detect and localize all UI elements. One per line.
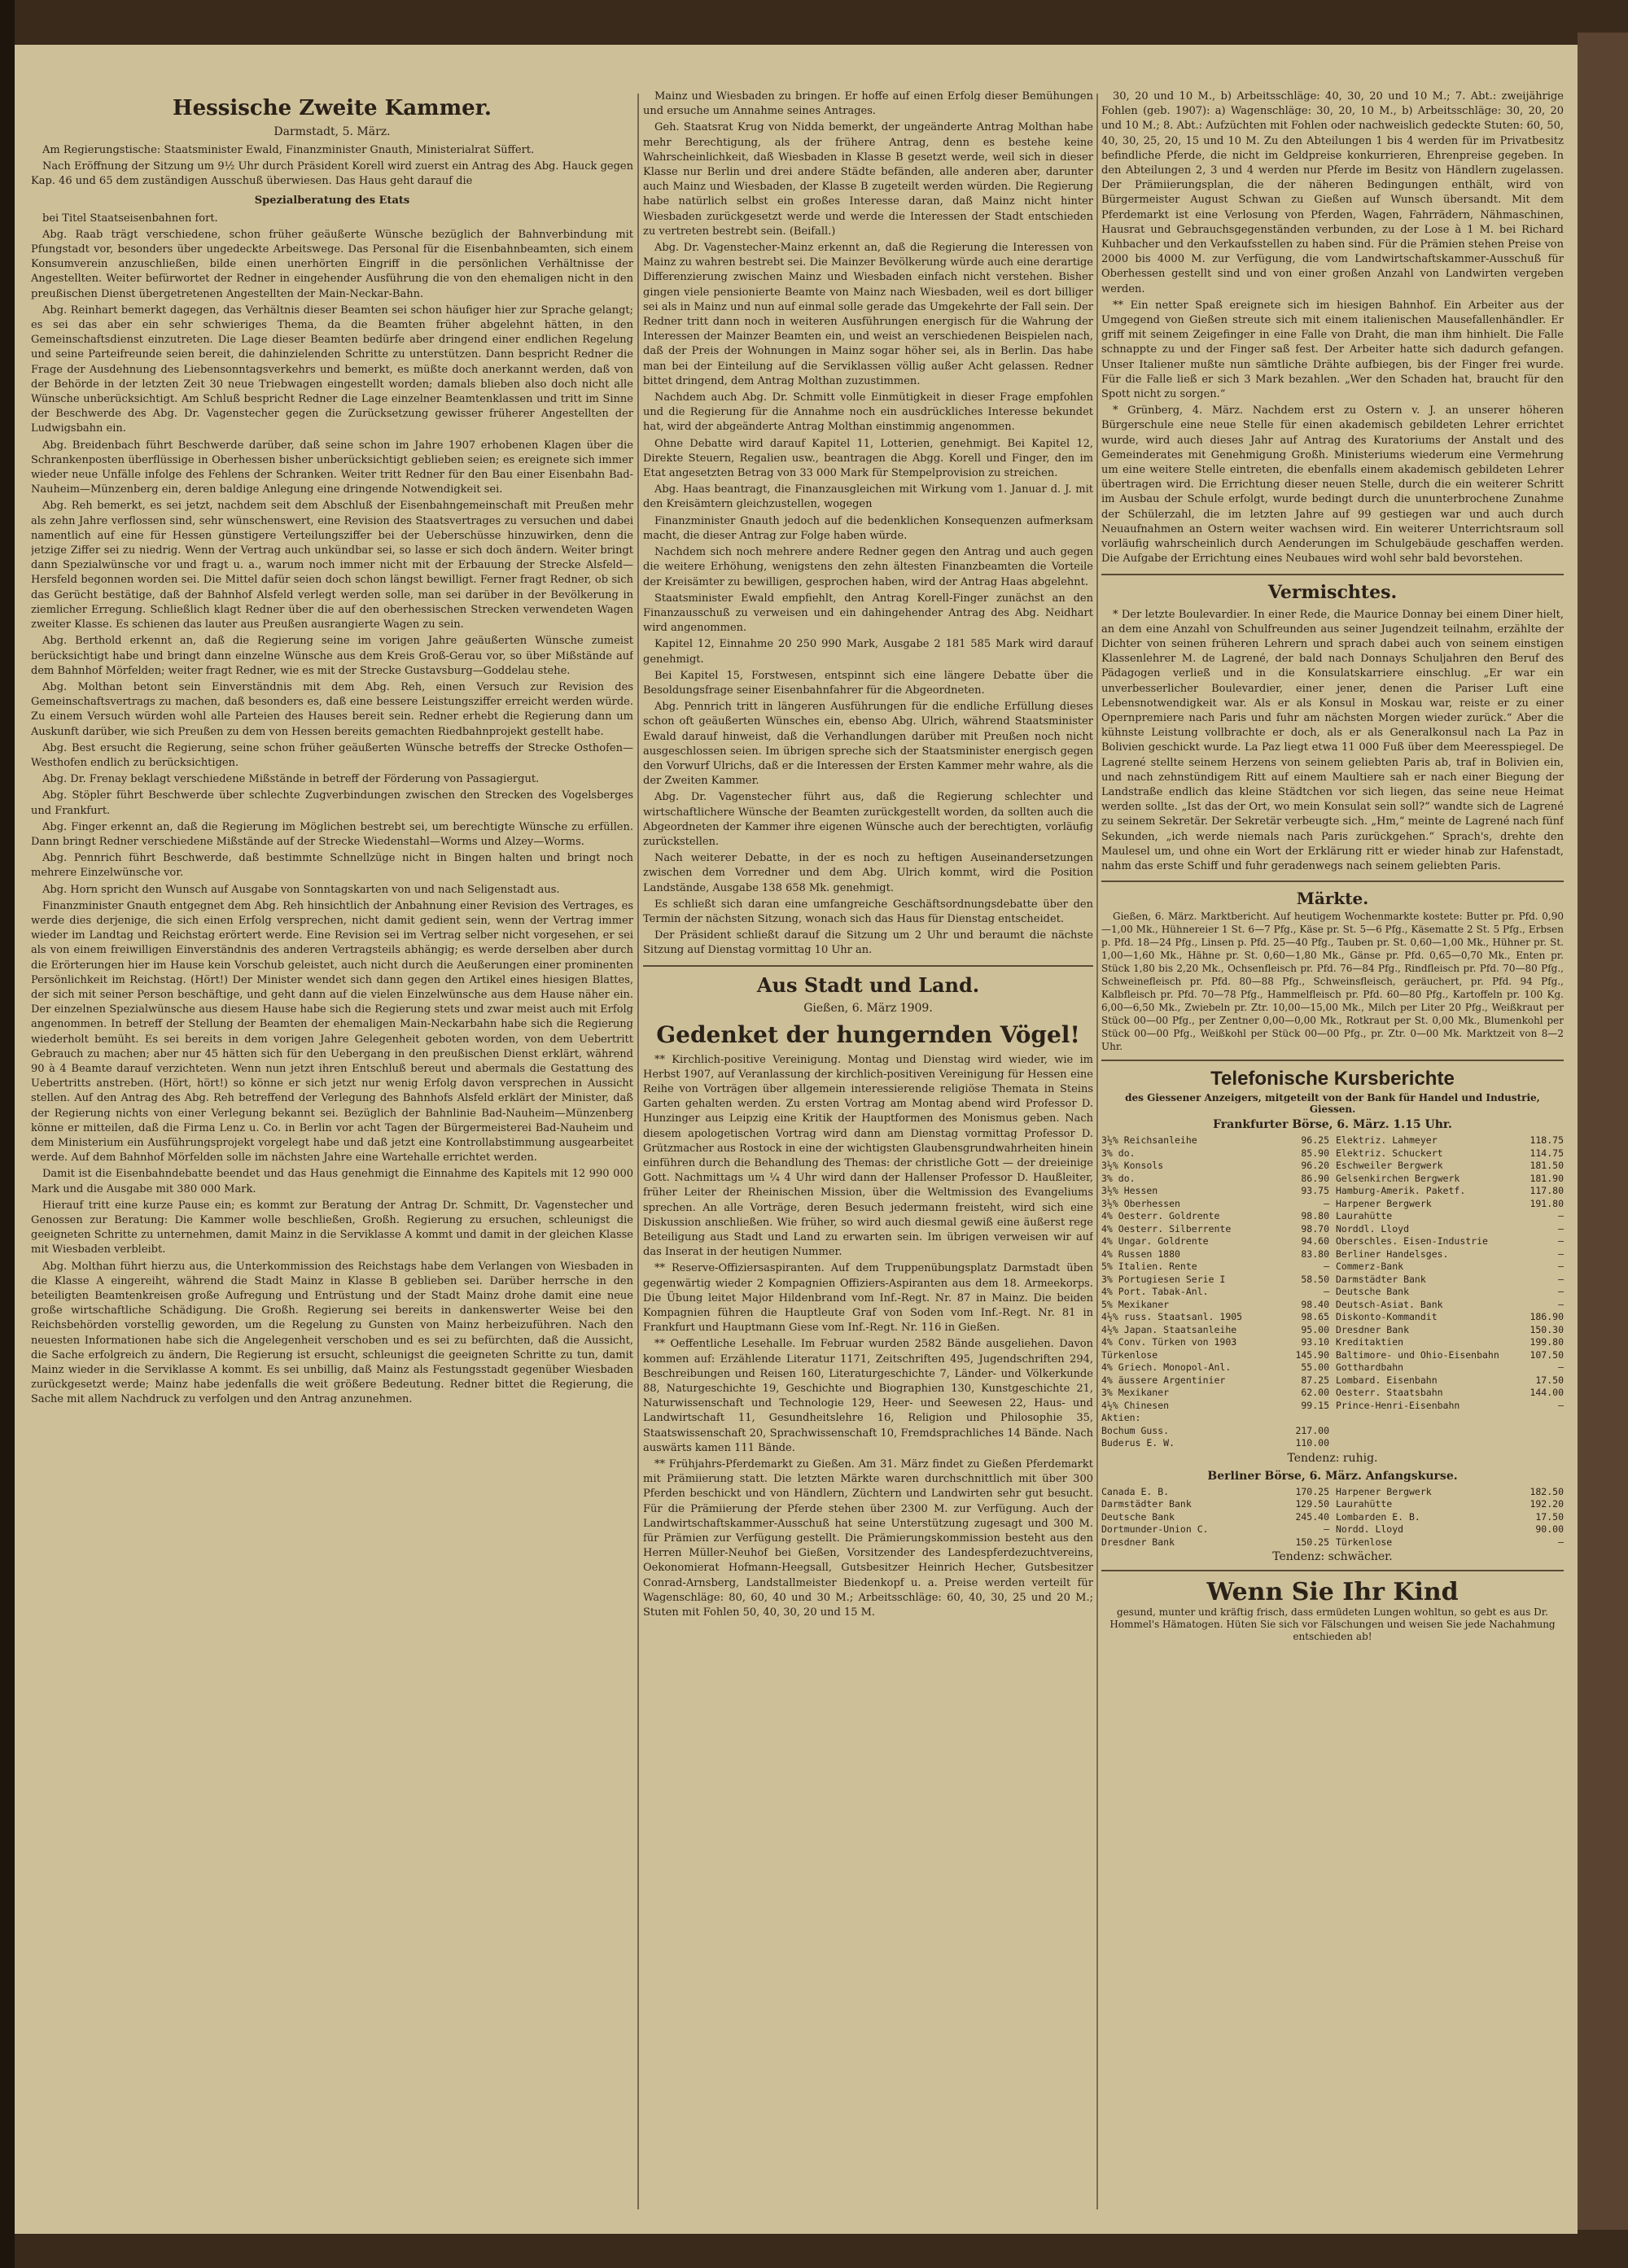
kurs-row <box>1101 1425 1329 1438</box>
kurs-name: 3% do. <box>1101 1172 1136 1184</box>
paragraph: Abg. Berthold erkennt an, daß die Regierung seine im vorigen Jahre geäußerten Wünsche zumeist berücksichtigt habe und bringt dann einzelne Wünsche aus dem Kreis Groß-Gerau vor, so über Mißstände auf dem Bahnhof Mörfelden; weiter fragt Redner, wie es mit der Strecke Gustavsburg—Goddelau stehe. <box>31 635 633 677</box>
section-heading: Märkte. <box>1296 889 1369 909</box>
paragraph: ** Frühjahrs-Pferdemarkt zu Gießen. Am 31. März findet zu Gießen Pferdemarkt mit Prämiierung statt. Die letzten Märkte waren durchschnittlich mit über 300 Pferden beschickt und von Händlern, Züchtern und Landwirten sehr gut besucht. Für die Prämiierung der Pferde stehen über 2300 M. zur Verfügung. Auch der Landwirtschaftskammer-Ausschuß hat seine Unterstützung zugesagt und 300 M. für Prämien zur Verfügung gestellt. Die Prämierungskommission besteht aus den Herren Müller-Neuhof bei Gießen, Vorsitzender des Landespferdezuchtvereins, Oekonomierat Hofmann-Heegsall, Gutsbesitzer Heinrich Hecher, Gutsbesitzer Conrad-Arnsberg, Landstallmeister Biedenkopf u. a. Preise werden verteilt für Wagenschläge: 80, 60, 40 und 30 M.; Arbeitsschläge: 60, 40, 30, 25 und 20 M.; Stuten mit Fohlen 50, 40, 30, 20 und 15 M. <box>643 1458 1093 1619</box>
kurs-value: 245.40 <box>1295 1510 1329 1523</box>
advertisement-text: gesund, munter und kräftig frisch, dass ermüdeten Lungen wohltun, so gebt es aus Dr. Hommel's Hämatogen. Hüten Sie sich vor Fälschungen und weisen Sie jede Nachahmung entschieden ab! <box>1109 1606 1556 1643</box>
kurs-name: Darmstädter Bank <box>1101 1498 1192 1510</box>
kurs-value: 95.00 <box>1301 1323 1329 1335</box>
kurs-name: 4½% Japan. Staatsanleihe <box>1101 1323 1237 1335</box>
kurs-row <box>1336 1374 1564 1387</box>
paragraph: Staatsminister Ewald empfiehlt, den Antrag Korell-Finger zunächst an den Finanzausschuß zu verweisen und ein dahingehender Antrag des Abg. Neidhart wird angenommen. <box>643 592 1093 635</box>
kurs-row <box>1336 1248 1564 1261</box>
kurs-row <box>1336 1299 1564 1312</box>
kurs-value: 181.50 <box>1530 1160 1564 1172</box>
tendenz: Tendenz: schwächer. <box>1272 1550 1393 1564</box>
kurs-name: Deutsche Bank <box>1101 1510 1175 1523</box>
paragraph: Nachdem sich noch mehrere andere Redner gegen den Antrag und auch gegen die weitere Erhöhung, wenigstens den zehn ältesten Finanzbeamten die Vorteile der Kreisämter zu bewilligen, gesprochen haben, wird der Antrag Haas abgelehnt. <box>643 546 1093 588</box>
kurs-row <box>1101 1412 1329 1425</box>
paragraph: * Der letzte Boulevardier. In einer Rede, die Maurice Donnay bei einem Diner hielt, an dem eine Anzahl von Schulfreunden aus seiner Jugendzeit teilnahm, erzählte der Dichter von seinen früheren Lehrern und sprach dabei auch von seinem einstigen Klassenlehrer M. de Lagrené, der bald nach Donnays Schuljahren den Beruf des Pädagogen verließ und in die Konsulatskarriere einschlug. „Er war ein unverbesserlicher Boulevardier, einer jener, denen die Pariser Luft eine Lebensnotwendigkeit war. Als er als Konsul in Moskau war, reiste er zu einer Opernpremiere nach Paris und fuhr am nächsten Morgen wieder zurück.“ Aber die kühnste Leistung vollbrachte er doch, als er als Generalkonsul nach La Paz in Bolivien geschickt wurde. La Paz liegt etwa 11 000 Fuß über dem Meeresspiegel. De Lagrené stellte seinem Herzens von seinem geliebten Paris ab, traf in Bolivien ein, und nach zehnstündigem Ritt auf einem Maultiere sah er nach einer Biegung der Landstraße endlich das kleine Städtchen vor sich liegen, das seine neue Heimat werden sollte. „Ist das der Ort, wo mein Konsulat sein soll?“ wandte sich de Lagrené zu seinem Sekretär. Der Sekretär verbeugte sich. „Hm,“ meinte de Lagrené nach fünf Sekunden, „ich werde niemals nach Paris zurückgehen.“ Sprach's, drehte den Maulesel um, und ohne ein Wort der Erklärung ritt er wieder hinab zur Hafenstadt, nahm das erste Schiff und fuhr geradenwegs nach seinem geliebten Paris. <box>1101 608 1564 872</box>
kurs-name: Kreditaktien <box>1336 1336 1404 1348</box>
kurs-value: 181.90 <box>1530 1172 1564 1184</box>
kurs-name: Harpener Bergwerk <box>1336 1197 1432 1209</box>
kurs-name: Nordd. Lloyd <box>1336 1523 1404 1536</box>
paragraph: Abg. Breidenbach führt Beschwerde darüber, daß seine schon im Jahre 1907 erhobenen Klagen über die Schrankenposten überflüssige in Oberhessen bisher unberücksichtigt geblieben seien; es ereignete sich immer wieder neue Unfälle infolge des Fehlens der Schranken. Weiter tritt Redner für den Bau einer Eisenbahn Bad-Nauheim—Münzenberg ein, deren baldige Anlegung eine dringende Notwendigkeit sei. <box>31 439 633 496</box>
exchange-heading: Berliner Börse, 6. März. Anfangskurse. <box>1207 1469 1458 1483</box>
kurs-value: 83.80 <box>1301 1248 1329 1260</box>
section-heading: Telefonische Kursberichte <box>1210 1068 1455 1090</box>
kurs-row <box>1101 1134 1329 1147</box>
kurs-row <box>1101 1210 1329 1223</box>
kurs-row <box>1101 1147 1329 1160</box>
section-rule <box>1101 1060 1564 1061</box>
paragraph: ** Oeffentliche Lesehalle. Im Februar wurden 2582 Bände ausgeliehen. Davon kommen auf: Erzählende Literatur 1171, Zeitschriften 495, Jugendschriften 294, Beschreibungen und Reisen 160, Literaturgeschichte 7, Länder- und Völkerkunde 88, Naturgeschichte 19, Geschichte und Biographien 130, Kunstgeschichte 21, Naturwissenschaft und Technologie 129, Heer- und Seewesen 22, Haus- und Landwirtschaft 11, Gesundheitslehre 16, Religion und Philosophie 35, Staatswissenschaft 20, Sprachwissenschaft 10, Fremdsprachliches 14 Bände. Nach auswärts kamen 111 Bände. <box>643 1338 1093 1454</box>
section-rule <box>643 965 1093 967</box>
kurs-name: Laurahütte <box>1336 1210 1393 1222</box>
book-binding <box>0 0 15 2268</box>
kurs-row <box>1101 1324 1329 1337</box>
kurs-row <box>1336 1486 1564 1499</box>
kurs-row <box>1336 1261 1564 1274</box>
kurs-row <box>1101 1486 1329 1499</box>
kurs-value: 191.80 <box>1530 1197 1564 1209</box>
paragraph: Finanzminister Gnauth jedoch auf die bedenklichen Konsequenzen aufmerksam macht, die dieser Antrag zur Folge haben würde. <box>643 514 1093 542</box>
kurs-row <box>1101 1261 1329 1274</box>
paragraph: Abg. Reinhart bemerkt dagegen, das Verhältnis dieser Beamten sei schon häufiger hier zur Sprache gelangt; es sei das aber ein sehr schwieriges Thema, da die Beamten früher abgelehnt hätten, in den Gemeinschaftsdienst einzutreten. Die Lage dieser Beamten bedürfe aber dringend einer endlichen Regelung und seine Parteifreunde seien bereit, die dahinzielenden Schritte zu unterstützen. Dann bespricht Redner die Frage der Ausdehnung des Liebensonntagsverkehrs und bemerkt, es müßte doch anerkannt werden, daß von der Behörde in der letzten Zeit 30 neue Triebwagen eingestellt worden; damals blieben also doch nicht alle Wünsche unberücksichtigt. Am Schluß bespricht Redner die Lage einzelner Beamtenklassen und tritt im Sinne der Beschwerde des Abg. Dr. Vagenstecher gegen die Zurücksetzung gewisser früherer Angestellten der Ludwigsbahn ein. <box>31 304 633 435</box>
kurs-row <box>1336 1286 1564 1299</box>
kurs-row <box>1336 1134 1564 1147</box>
paragraph: Abg. Molthan führt hierzu aus, die Unterkommission des Reichstags habe dem Verlangen von Wiesbaden in die Klasse A eingereiht, während die Stadt Mainz in Klasse B geblieben sei. Darüber herrsche in den beteiligten Beamtenkreisen große Aufregung und Entrüstung und der Stadt Mainz drohe damit eine neue große wirtschaftliche Schädigung. Die Großh. Regierung sei bereits in dankenswerter Weise bei den Reichsbehörden vorstellig geworden, um die Regelung zu Gunsten von Mainz herbeizuführen. Nach den neuesten Informationen habe sich die Angelegenheit verschoben und es sei zu befürchten, daß die Aussicht, die Sache erfolgreich zu ändern, Die Regierung ist ersucht, schleunigst die geeigneten Schritte zu tun, damit Mainz wieder in die Serviklasse A kommt. Es sei unbillig, daß Mainz als Festungsstadt gegenüber Wiesbaden zurückgesetzt werde; Mainz habe jedenfalls die weit größere Bedeutung. Redner bittet die Regierung, die Sache mit allem Nachdruck zu verfolgen und den Antrag anzunehmen. <box>31 1260 633 1406</box>
kurs-value: — <box>1558 1210 1564 1222</box>
kurs-name: 4% Russen 1880 <box>1101 1248 1180 1260</box>
kurs-name: Elektriz. Lahmeyer <box>1336 1134 1438 1147</box>
paragraph: Hierauf tritt eine kurze Pause ein; es kommt zur Beratung der Antrag Dr. Schmitt, Dr. Vagenstecher und Genossen zur Beratung: Die Kammer wolle beschließen, Großh. Regierung zu ersuchen, schleunigst die geeigneten Schritte zu unternehmen, damit Mainz in die Serviklasse A kommt und damit in der gleichen Klasse mit Wiesbaden verbleibt. <box>31 1199 633 1256</box>
kurs-row <box>1101 1511 1329 1524</box>
kurs-value: 96.20 <box>1301 1160 1329 1172</box>
kurs-value: — <box>1558 1261 1564 1273</box>
kurs-value: 114.75 <box>1530 1147 1564 1159</box>
paragraph: * Grünberg, 4. März. Nachdem erst zu Ostern v. J. an unserer höheren Bürgerschule eine neue Stelle für einen akademisch gebildeten Lehrer errichtet wurde, wird auch dieses Jahr auf Antrag des Kuratoriums der Anstalt und des Gemeinderates mit Genehmigung Großh. Ministeriums wiederum eine Vermehrung um eine weitere Stelle eintreten, die ebenfalls einem akademisch gebildeten Lehrer übertragen wird. Die Errichtung dieser neuen Stelle, durch die ein weiterer Schritt im Ausbau der Schule erfolgt, wurde bedingt durch die ununterbrochene Zunahme der Schülerzahl, die im letzten Jahre auf 99 gestiegen war und auch durch Neuaufnahmen an Ostern weiter wachsen wird. Ein weiterer Unterrichtsraum soll vorläufig wahrscheinlich durch Aenderungen im Schulgebäude geschaffen werden. Die Aufgabe der Errichtung eines Neubaues wird wohl sehr bald bevorstehen. <box>1101 404 1564 566</box>
paragraph: Abg. Molthan betont sein Einverständnis mit dem Abg. Reh, einen Versuch zur Revision des Gemeinschaftsvertrags zu machen, daß besonders es, daß eine bessere Leistungsziffer erreicht werden würde. Zu einem Versuch würden wohl alle Parteien des Hauses bereit sein. Redner erhebt die Regierung dann um Auskunft darüber, wie sich Preußen zu dem von Hessen bereits gemachten Riedbahnprojekt gestellt habe. <box>31 680 633 738</box>
kurs-name: Deutsche Bank <box>1336 1286 1410 1298</box>
kurs-name: Hamburg-Amerik. Paketf. <box>1336 1185 1466 1197</box>
kurs-row <box>1336 1185 1564 1198</box>
kurs-value: 93.10 <box>1301 1336 1329 1348</box>
kurs-row <box>1336 1223 1564 1236</box>
section-rule <box>1101 881 1564 882</box>
column-right <box>1101 90 1564 2226</box>
kurs-row <box>1336 1274 1564 1287</box>
kurs-name: Diskonto-Kommandit <box>1336 1311 1438 1323</box>
kurs-row <box>1101 1235 1329 1248</box>
column-rule <box>637 94 639 2209</box>
kurs-value: 98.70 <box>1301 1222 1329 1235</box>
kurs-name: Canada E. B. <box>1101 1485 1170 1497</box>
kurs-name: Lombard. Eisenbahn <box>1336 1374 1438 1386</box>
kurs-row <box>1336 1511 1564 1524</box>
column-middle <box>643 90 1093 2226</box>
paragraph: Kapitel 12, Einnahme 20 250 990 Mark, Ausgabe 2 181 585 Mark wird darauf genehmigt. <box>643 638 1093 666</box>
kurs-name: Oesterr. Staatsbahn <box>1336 1387 1443 1399</box>
kurs-row <box>1336 1361 1564 1374</box>
kurs-name: Türkenlose <box>1101 1348 1158 1361</box>
section-heading: Aus Stadt und Land. <box>756 972 980 997</box>
kurs-value: 110.00 <box>1295 1437 1329 1449</box>
kurs-name: Elektriz. Schuckert <box>1336 1147 1443 1159</box>
kurs-row <box>1101 1498 1329 1511</box>
kurs-value: — <box>1324 1286 1329 1298</box>
market-report: Gießen, 6. März. Marktbericht. Auf heutigem Wochenmarkte kostete: Butter pr. Pfd. 0,90—1,00 Mk., Hühnereier 1 St. 6—7 Pfg., Käse pr. St. 5—6 Pfg., Käsematte 2 St. 5 Pfg., Erbsen p. Pfd. 18—24 Pfg., Linsen p. Pfd. 25—40 Pfg., Tauben pr. St. 0,60—1,00 Mk., Hühner pr. St. 1,00—1,60 Mk., Hähne pr. St. 0,60—1,80 Mk., Gänse pr. Pfd. 0,65—0,70 Mk., Enten pr. Stück 1,80 bis 2,20 Mk., Ochsenfleisch pr. Pfd. 76—84 Pfg., Rindfleisch pr. Pfd. 70—80 Pfg., Schweinefleisch pr. Pfd. 80—88 Pfg., Schweinsfleisch, geräuchert, pr. Pfd. 94 Pfg., Kalbfleisch pr. Pfd. 70—78 Pfg., Hammelfleisch pr. Pfd. 60—80 Pfg., Kartoffeln pr. 100 Kg. 6,00—6,50 Mk., Zwiebeln pr. Ztr. 10,00—15,00 Mk., Milch per Liter 20 Pfg., Weißkraut per Stück 00—00 Pfg., per Zentner 0,00—0,00 Mk., Rotkraut per St. 0,00 Mk., Blumenkohl per Stück 00—00 Pfg., Weißkohl per Stück 00—00 Pfg., pr. Ztr. 0—00 Mk. Marktzeit von 8—2 Uhr. <box>1101 911 1564 1053</box>
kurs-name: Türkenlose <box>1336 1536 1393 1548</box>
kurs-column-left <box>1101 1486 1329 1549</box>
kurs-value: 94.60 <box>1301 1235 1329 1248</box>
kurs-row <box>1336 1324 1564 1337</box>
paragraph: Nach Eröffnung der Sitzung um 9½ Uhr durch Präsident Korell wird zuerst ein Antrag des Abg. Hauck gegen Kap. 46 und 65 dem zuständigen Ausschuß überwiesen. Das Haus geht darauf die <box>31 160 633 188</box>
kurs-value: — <box>1558 1273 1564 1285</box>
kurs-row <box>1101 1400 1329 1413</box>
kurs-row <box>1101 1374 1329 1387</box>
kurs-value: 17.50 <box>1535 1510 1564 1523</box>
kurs-name: 4% Port. Tabak-Anl. <box>1101 1286 1209 1298</box>
kurs-value: 170.25 <box>1295 1485 1329 1497</box>
kurs-value: — <box>1558 1248 1564 1260</box>
paragraph: Abg. Pennrich tritt in längeren Ausführungen für die endliche Erfüllung dieses schon oft geäußerten Wünsches ein, ebenso Abg. Ulrich, während Staatsminister Ewald darauf hinweist, daß die Verhandlungen darüber mit Preußen noch nicht ausgeschlossen seien. Im übrigen spreche sich der Staatsminister energisch gegen den Vorwurf Ulrichs, daß er die Interessen der Ersten Kammer mehr wahre, als die der Zweiten Kammer. <box>643 701 1093 788</box>
paragraph: Abg. Reh bemerkt, es sei jetzt, nachdem seit dem Abschluß der Eisenbahngemeinschaft mit Preußen mehr als zehn Jahre verflossen sind, sehr wünschenswert, eine Revision des Staatsvertrages zu versuchen und dabei namentlich auf eine für Hessen günstigere Verteilungsziffer bei der Ueberschüsse hinzuwirken, denn die jetzige Ziffer sei zu niedrig. Wenn der Vertrag auch unkündbar sei, so lasse er sich doch ändern. Weiter bringt dann Spezialwünsche vor und fragt u. a., warum noch immer nicht mit der Erbauung der Strecke Alsfeld—Hersfeld begonnen worden sei. Die Mittel dafür seien doch schon längst bewilligt. Ferner fragt Redner, ob sich das Gerücht bestätige, daß der Bahnhof Alsfeld verlegt werden solle, man sei darüber in der Bevölkerung in ziemlicher Erregung. Schließlich klagt Redner über die auf den oberhessischen Strecken verwendeten Wagen zweiter Klasse. Es schienen das lauter aus Preußen ausrangierte Wagen zu sein. <box>31 500 633 631</box>
kurs-value: — <box>1558 1222 1564 1235</box>
kurs-row <box>1101 1349 1329 1362</box>
kurs-name: 5% Mexikaner <box>1101 1298 1170 1310</box>
kurs-row <box>1336 1336 1564 1349</box>
kurs-name: 4½% russ. Staatsanl. 1905 <box>1101 1311 1243 1323</box>
column-landtag <box>31 90 633 2226</box>
kurs-name: Dresdner Bank <box>1336 1323 1410 1335</box>
kurs-name: Prince-Henri-Eisenbahn <box>1336 1399 1460 1411</box>
kurs-column-right <box>1336 1134 1564 1450</box>
kurs-value: 107.50 <box>1530 1348 1564 1361</box>
kurs-name: Berliner Handelsges. <box>1336 1248 1449 1260</box>
kurs-value: — <box>1324 1261 1329 1273</box>
kurs-name: Gelsenkirchen Bergwerk <box>1336 1172 1460 1184</box>
dateline: Gießen, 6. März 1909. <box>803 1001 933 1015</box>
kurs-value: 96.25 <box>1301 1134 1329 1147</box>
kurs-name: 5% Italien. Rente <box>1101 1261 1197 1273</box>
paragraph: Abg. Finger erkennt an, daß die Regierung im Möglichen bestrebt sei, um berechtigte Wünsche zu erfüllen. Dann bringt Redner verschiedene Mißstände auf der Strecke Wiedenstahl—Worms und Alzey—Worms. <box>31 820 633 848</box>
berlin-table <box>1101 1486 1564 1549</box>
kurs-name: 3% Mexikaner <box>1101 1387 1170 1399</box>
paragraph: Am Regierungstische: Staatsminister Ewald, Finanzminister Gnauth, Ministerialrat Süffert. <box>42 144 535 156</box>
paragraph: bei Titel Staatseisenbahnen fort. <box>42 212 218 225</box>
kurs-value: — <box>1558 1361 1564 1374</box>
kurs-value: 98.65 <box>1301 1311 1329 1323</box>
kurs-value: — <box>1558 1298 1564 1310</box>
paragraph: Abg. Best ersucht die Regierung, seine schon früher geäußerten Wünsche betreffs der Strecke Osthofen—Westhofen endlich zu berücksichtigen. <box>31 741 633 769</box>
article-heading: Hessische Zweite Kammer. <box>173 96 492 120</box>
kurs-name: 4% Oesterr. Silberrente <box>1101 1222 1232 1235</box>
kurs-row <box>1101 1274 1329 1287</box>
kurs-value: 192.20 <box>1530 1498 1564 1510</box>
kurs-name: 4% Conv. Türken von 1903 <box>1101 1336 1237 1348</box>
kurs-value: 144.00 <box>1530 1387 1564 1399</box>
kurs-row <box>1336 1498 1564 1511</box>
kurs-value: 85.90 <box>1301 1147 1329 1159</box>
kurs-row <box>1101 1336 1329 1349</box>
kurs-row <box>1101 1311 1329 1324</box>
exchange-heading: Frankfurter Börse, 6. März. 1.15 Uhr. <box>1213 1118 1452 1132</box>
kurs-name: Commerz-Bank <box>1336 1261 1404 1273</box>
kurs-row <box>1101 1160 1329 1173</box>
kurs-name: 4% Ungar. Goldrente <box>1101 1235 1209 1248</box>
kurs-row <box>1336 1536 1564 1549</box>
kurs-value: 58.50 <box>1301 1273 1329 1285</box>
kurs-row <box>1101 1387 1329 1400</box>
paragraph: Abg. Dr. Frenay beklagt verschiedene Mißstände in betreff der Förderung von Passagiergut. <box>42 773 540 786</box>
kurs-name: Baltimore- und Ohio-Eisenbahn <box>1336 1348 1499 1361</box>
kurs-name: 4% Griech. Monopol-Anl. <box>1101 1361 1232 1374</box>
kurs-value: 186.90 <box>1530 1311 1564 1323</box>
paragraph: Ohne Debatte wird darauf Kapitel 11, Lotterien, genehmigt. Bei Kapitel 12, Direkte Steuern, Regalien usw., beantragen die Abgg. Korell und Finger, den im Etat angesetzten Betrag von 33 000 Mark für Stempelprovision zu streichen. <box>643 437 1093 480</box>
kurs-value: 150.25 <box>1295 1536 1329 1548</box>
kurs-name: Oberschles. Eisen-Industrie <box>1336 1235 1488 1248</box>
kurs-value: 62.00 <box>1301 1387 1329 1399</box>
kurs-value: 98.80 <box>1301 1210 1329 1222</box>
kurs-row <box>1336 1173 1564 1186</box>
paragraph: Bei Kapitel 15, Forstwesen, entspinnt sich eine längere Debatte über die Besoldungsfrage seiner Eisenbahnfahrer für die Abgeordneten. <box>643 669 1093 697</box>
kurs-value: — <box>1558 1286 1564 1298</box>
kurs-name: 3% Portugiesen Serie I <box>1101 1273 1226 1285</box>
kurs-name: Lombarden E. B. <box>1336 1510 1420 1523</box>
kurs-row <box>1101 1536 1329 1549</box>
section-heading: Spezialberatung des Etats <box>254 194 410 207</box>
kurs-name: Deutsch-Asiat. Bank <box>1336 1298 1443 1310</box>
paragraph: Geh. Staatsrat Krug von Nidda bemerkt, der ungeänderte Antrag Molthan habe mehr Berechtigung, als der frühere Antrag, denn es bestehe keine Wahrscheinlichkeit, daß Wiesbaden in Klasse B gesetzt werde, weil sich in dieser Klasse nur Berlin und drei andere Städte befänden, alle anderen aber, darunter auch Mainz und Wiesbaden, der Klasse B zugeteilt werden würden. Die Regierung habe natürlich selbst ein großes Interesse daran, daß Mainz nicht hinter Wiesbaden zurückgesetzt werde und werde die Interessen der Stadt entschieden zu vertreten bestrebt sein. (Beifall.) <box>643 121 1093 238</box>
kurs-name: 3½% Hessen <box>1101 1185 1158 1197</box>
kurs-name: Darmstädter Bank <box>1336 1273 1426 1285</box>
kurs-value: 150.30 <box>1530 1323 1564 1335</box>
paragraph: Mainz und Wiesbaden zu bringen. Er hoffe auf einen Erfolg dieser Bemühungen und ersuche um Annahme seines Antrages. <box>643 90 1093 118</box>
kurs-name: Bochum Guss. <box>1101 1424 1170 1436</box>
kurs-name: 4% äussere Argentinier <box>1101 1374 1226 1386</box>
kurs-row <box>1336 1198 1564 1211</box>
kurs-name: Gotthardbahn <box>1336 1361 1404 1374</box>
column-rule <box>1096 94 1098 2209</box>
kurs-value: 87.25 <box>1301 1374 1329 1386</box>
paragraph: Damit ist die Eisenbahndebatte beendet und das Haus genehmigt die Einnahme des Kapitels mit 12 990 000 Mark und die Ausgabe mit 380 000 Mark. <box>31 1168 633 1195</box>
kurs-value: 86.90 <box>1301 1172 1329 1184</box>
kurs-value: — <box>1558 1399 1564 1411</box>
dateline: Darmstadt, 5. März. <box>274 125 391 138</box>
kurs-name: Dresdner Bank <box>1101 1536 1175 1548</box>
kurs-row <box>1101 1299 1329 1312</box>
paragraph: Abg. Dr. Vagenstecher führt aus, daß die Regierung schlechter und wirtschaftlichere Wünsche der Beamten zurückgestellt worden, da sollten auch die Abgeordneten der Kammer ihre eigenen Wünsche auch der berechtigten, vorläufig zurückstellen. <box>643 791 1093 848</box>
kurs-row <box>1336 1387 1564 1400</box>
kurs-value: — <box>1558 1536 1564 1548</box>
paragraph: ** Ein netter Spaß ereignete sich im hiesigen Bahnhof. Ein Arbeiter aus der Umgegend von Gießen streute sich mit einem italienischen Mausefallenhändler. Er griff mit seinem Zeigefinger in eine Falle von Draht, die man ihm hinhielt. Die Falle schnappte zu und der Finger saß fest. Der Arbeiter hatte sich dadurch gefangen. Unser Italiener mußte nun sämtliche Drähte aufbiegen, bis der Finger frei wurde. Für die Falle ließ er sich 3 Mark bezahlen. „Wer den Schaden hat, braucht für den Spott nicht zu sorgen.“ <box>1101 299 1564 401</box>
kurs-name: 3½% Reichsanleihe <box>1101 1134 1197 1147</box>
kurs-name: Buderus E. W. <box>1101 1437 1175 1449</box>
paragraph: Es schließt sich daran eine umfangreiche Geschäftsordnungsdebatte über den Termin der nächsten Sitzung, wonach sich das Haus für Dienstag entscheidet. <box>643 898 1093 925</box>
paragraph: Abg. Horn spricht den Wunsch auf Ausgabe von Sonntagskarten von und nach Seligenstadt aus. <box>42 883 560 896</box>
kurs-row <box>1336 1147 1564 1160</box>
paragraph: Abg. Raab trägt verschiedene, schon früher geäußerte Wünsche bezüglich der Bahnverbindung mit Pfungstadt vor, besonders über ungedeckte Arbeitswege. Das Personal für die Eisenbahnbeamten, sich einem Konsumverein anzuschließen, bilde einen unerhörten Eingriff in die persönlichen Verhältnisse der Angestellten. Weiter befürwortet der Redner in eingehender Ausführung die von den ehemaligen nicht in den preußischen Dienst übergetretenen Angestellten der Main-Neckar-Bahn. <box>31 228 633 300</box>
kurs-value: 217.00 <box>1295 1424 1329 1436</box>
kurs-value: 17.50 <box>1535 1374 1564 1386</box>
paragraph: Finanzminister Gnauth entgegnet dem Abg. Reh hinsichtlich der Anbahnung einer Revision des Vertrages, es werde dies derjenige, die sich einen Erfolg versprechen, nicht damit gedient sein, wenn der Vertrag immer wieder im Landtag und Reichstag erörtert werde. Eine Revision sei im Vertrag selber nicht vorgesehen, er sei als von einem freiwilligen Einverständnis des anderen Vertragsteils abhängig; es werde derselben aber durch die Erörterungen hier im Hause kein Vorschub geleistet, auch nicht durch die Aeußerungen einer prominenten Persönlichkeit im Reichstag. (Hört!) Der Minister wendet sich dann gegen den Artikel eines hiesigen Blattes, der sich mit seiner Person beschäftige, und geht dann auf die vielen Einzelwünsche aus dem Hause näher ein. Der einzelnen Spezialwünsche aus diesem Hause habe sich die Regierung stets und zwar meist auch mit Erfolg angenommen. In betreff der Stellung der Beamten der ehemaligen Main-Neckarbahn habe sich die Regierung wiederholt bemüht. Es sei bereits in dem vorigen Jahre Gelegenheit geboten worden, von dem Uebertritt Gebrauch zu machen; aber nur 45 hätten sich für den Uebergang in den preußischen Dienst erklärt, während 90 à 4 Beamte darauf verzichteten. Wenn nun jetzt ihren Entschluß bereut und abermals die Gestattung des Uebertritts anstreben. (Hört, hört!) so könne er sich jetzt nur wenig Erfolg davon versprechen in Aussicht stellen. Auf den Antrag des Abg. Reh betreffend der Verlegung des Bahnhofs Alsfeld erklärt der Minister, daß der Regierung nichts von einer Verlegung bekannt sei. Bezüglich der Bahnlinie Bad-Nauheim—Münzenberg könne er mitteilen, daß die Firma Lenz u. Co. in Berlin vor acht Tagen der Bürgermeisterei Bad-Nauheim und dem Ministerium ein Ausführungsprojekt vorgelegt habe und daß jetzt eine Kontrollabstimmung ausgearbeitet werde. Auf dem Bahnhof Mörfelden solle im nächsten Jahre eine Wartehalle errichtet werden. <box>31 899 633 1165</box>
kurs-row <box>1336 1235 1564 1248</box>
adjacent-page-edge <box>1578 33 1628 2230</box>
section-rule <box>1101 1570 1564 1571</box>
kurs-value: 99.15 <box>1301 1399 1329 1411</box>
kurs-value: 129.50 <box>1295 1498 1329 1510</box>
kurs-value: 98.40 <box>1301 1298 1329 1310</box>
kurs-row <box>1336 1523 1564 1536</box>
paragraph: Abg. Stöpler führt Beschwerde über schlechte Zugverbindungen zwischen den Strecken des Vogelsberges und Frankfurt. <box>31 789 633 817</box>
kurs-value: 182.50 <box>1530 1485 1564 1497</box>
kurs-table <box>1101 1134 1564 1450</box>
paragraph: 30, 20 und 10 M., b) Arbeitsschläge: 40, 30, 20 und 10 M.; 7. Abt.: zweijährige Fohlen (geb. 1907): a) Wagenschläge: 30, 20, 10 M., b) Arbeitsschläge: 30, 20, 20 und 10 M.; 8. Abt.: Aufzüchten mit Fohlen oder nachweislich gedeckte Stuten: 60, 50, 40, 30, 25, 20, 15 und 10 M. Zu den Abteilungen 1 bis 4 werden für im Privatbesitz befindliche Pferde, die nicht im Geldpreise konkurrieren, Ehrenpreise gegeben. In den Abteilungen 2, 3 und 4 werden nur Pferde im Besitz von Händlern zugelassen. Der Prämiierungsplan, die der näheren Bedingungen enthält, wird von Bürgermeister August Schwan zu Gießen auf Wunsch übersandt. Mit dem Pferdemarkt ist eine Verlosung von Pferden, Wagen, Fahrrädern, Nähmaschinen, Hausrat und Gebrauchsgegenständen verbunden, zu der Lose à 1 M. bei Richard Kuhbacher und den Verkaufsstellen zu haben sind. Für die Prämien stehen Preise von 2000 bis 4000 M. zur Verfügung, die vom Landwirtschaftskammer-Ausschuß für Oberhessen gestellt sind und von einer großen Anzahl von Landwirten vergeben werden. <box>1101 90 1564 295</box>
kurs-column-left <box>1101 1134 1329 1450</box>
kurs-name: 4% Oesterr. Goldrente <box>1101 1210 1220 1222</box>
kurs-name: Harpener Bergwerk <box>1336 1485 1432 1497</box>
kurs-value: — <box>1324 1197 1329 1209</box>
advertisement-title: Wenn Sie Ihr Kind <box>1206 1578 1459 1607</box>
kurs-name: Aktien: <box>1101 1412 1141 1424</box>
kurs-row <box>1336 1311 1564 1324</box>
kurs-row <box>1101 1198 1329 1211</box>
kurs-row <box>1336 1349 1564 1362</box>
newspaper-page <box>15 45 1578 2234</box>
kurs-row <box>1101 1437 1329 1450</box>
kurs-row <box>1101 1185 1329 1198</box>
kurs-name: 3% do. <box>1101 1147 1136 1159</box>
paragraph: ** Kirchlich-positive Vereinigung. Montag und Dienstag wird wieder, wie im Herbst 1907, auf Veranlassung der kirchlich-positiven Vereinigung für Hessen eine Reihe von Vorträgen über allgemein interessierende religiöse Themata in Steins Garten gehalten werden. Zu ersten Vortrag am Montag abend wird Professor D. Hunzinger aus Leipzig eine Kritik der Hauptformen des Monismus geben. Nach diesem apologetischen Vortrag wird dann am Dienstag vormittag Professor D. Grützmacher aus Rostock in eine der wichtigsten Glaubensgrundwahrheiten hinein einführen durch die Behandlung des Themas: der christliche Gott — der dreieinige Gott. Nachmittags um ¼ 4 Uhr wird dann der Hallenser Professor D. Haußleiter, früher Leiter der Rheinischen Mission, über die Weltmission des Evangeliums sprechen. An alle Vorträge, deren Besuch jedermann freisteht, wird sich eine Diskussion anschließen. Wie früher, so wird auch diesmal gewiß eine äußerst rege Beteiligung aus Stadt und Land zu erwarten sein. Im übrigen verweisen wir auf das Inserat in der heutigen Nummer. <box>643 1053 1093 1259</box>
kurs-row <box>1101 1248 1329 1261</box>
section-heading: Vermischtes. <box>1267 581 1398 603</box>
kurs-value: 93.75 <box>1301 1185 1329 1197</box>
paragraph: ** Reserve-Offiziersaspiranten. Auf dem Truppenübungsplatz Darmstadt üben gegenwärtig wieder 2 Kompagnien Offiziers-Aspiranten aus dem 18. Armeekorps. Die Übung leitet Major Hildenbrand vom Inf.-Regt. Nr. 87 in Mainz. Die beiden Kompagnien führen die Hauptleute Graf von Soden vom Inf.-Regt. Nr. 81 in Frankfurt und Hauptmann Giese vom Inf.-Regt. Nr. 116 in Gießen. <box>643 1262 1093 1335</box>
paragraph: Abg. Haas beantragt, die Finanzausgleichen mit Wirkung vom 1. Januar d. J. mit den Kreisämtern gleichzustellen, wogegen <box>643 483 1093 511</box>
paragraph: Abg. Dr. Vagenstecher-Mainz erkennt an, daß die Regierung die Interessen von Mainz zu wahren bestrebt sei. Die Mainzer Bevölkerung würde auch eine derartige Differenzierung zwischen Mainz und Wiesbaden einfach nicht verstehen. Bisher gingen viele pensionierte Beamte von Mainz nach Wiesbaden, weil es dort billiger sei als in Mainz und nun auf einmal solle gerade das Umgekehrte der Fall sein. Der Redner tritt dann noch in weiteren Ausführungen energisch für die Wahrung der Interessen der Mainzer Beamten ein, und weist an verschiedenen Beispielen nach, daß der Preis der Wohnungen in Mainz sogar höher sei, als in Berlin. Das habe man bei der Einteilung auf die Serviklassen völlig außer Acht gelassen. Redner bittet dringend, dem Antrag Molthan zuzustimmen. <box>643 242 1093 387</box>
kurs-value: 55.00 <box>1301 1361 1329 1374</box>
kurs-value: 118.75 <box>1530 1134 1564 1147</box>
paragraph: Nach weiterer Debatte, in der es noch zu heftigen Auseinandersetzungen zwischen dem Vorredner und dem Abg. Ulrich kommt, wird die Position Landstände, Ausgabe 138 658 Mk. genehmigt. <box>643 852 1093 894</box>
kurs-value: 199.80 <box>1530 1336 1564 1348</box>
kurs-name: Norddl. Lloyd <box>1336 1222 1410 1235</box>
kurs-subtitle: des Giessener Anzeigers, mitgeteilt von der Bank für Handel und Industrie, Giessen. <box>1125 1092 1540 1116</box>
kurs-name: Laurahütte <box>1336 1498 1393 1510</box>
kurs-column-right <box>1336 1486 1564 1549</box>
kurs-row <box>1101 1173 1329 1186</box>
kurs-row <box>1101 1523 1329 1536</box>
kurs-row <box>1101 1286 1329 1299</box>
section-rule <box>1101 574 1564 575</box>
kurs-row <box>1336 1400 1564 1413</box>
kurs-name: 3½% Oberhessen <box>1101 1197 1180 1209</box>
kurs-row <box>1101 1361 1329 1374</box>
kurs-value: 145.90 <box>1295 1348 1329 1361</box>
kurs-value: — <box>1324 1523 1329 1536</box>
kurs-value: 90.00 <box>1535 1523 1564 1536</box>
article-heading: Gedenket der hungernden Vögel! <box>656 1020 1080 1048</box>
kurs-value: 117.80 <box>1530 1185 1564 1197</box>
kurs-row <box>1101 1223 1329 1236</box>
paragraph: Nachdem auch Abg. Dr. Schmitt volle Einmütigkeit in dieser Frage empfohlen und die Regierung für die Annahme noch ein ausdrückliches Interesse bekundet hat, wird der abgeänderte Antrag Molthan einstimmig angenommen. <box>643 391 1093 434</box>
kurs-name: Dortmunder-Union C. <box>1101 1523 1209 1536</box>
tendenz: Tendenz: ruhig. <box>1287 1451 1378 1465</box>
paragraph: Abg. Pennrich führt Beschwerde, daß bestimmte Schnellzüge nicht in Bingen halten und bringt noch mehrere Einzelwünsche vor. <box>31 852 633 880</box>
kurs-row <box>1336 1160 1564 1173</box>
paragraph: Der Präsident schließt darauf die Sitzung um 2 Uhr und beraumt die nächste Sitzung auf Dienstag vormittag 10 Uhr an. <box>643 929 1093 957</box>
kurs-name: Eschweiler Bergwerk <box>1336 1160 1443 1172</box>
kurs-value: — <box>1558 1235 1564 1248</box>
kurs-row <box>1336 1210 1564 1223</box>
kurs-name: 3½% Konsols <box>1101 1160 1164 1172</box>
kurs-name: 4½% Chinesen <box>1101 1399 1170 1411</box>
